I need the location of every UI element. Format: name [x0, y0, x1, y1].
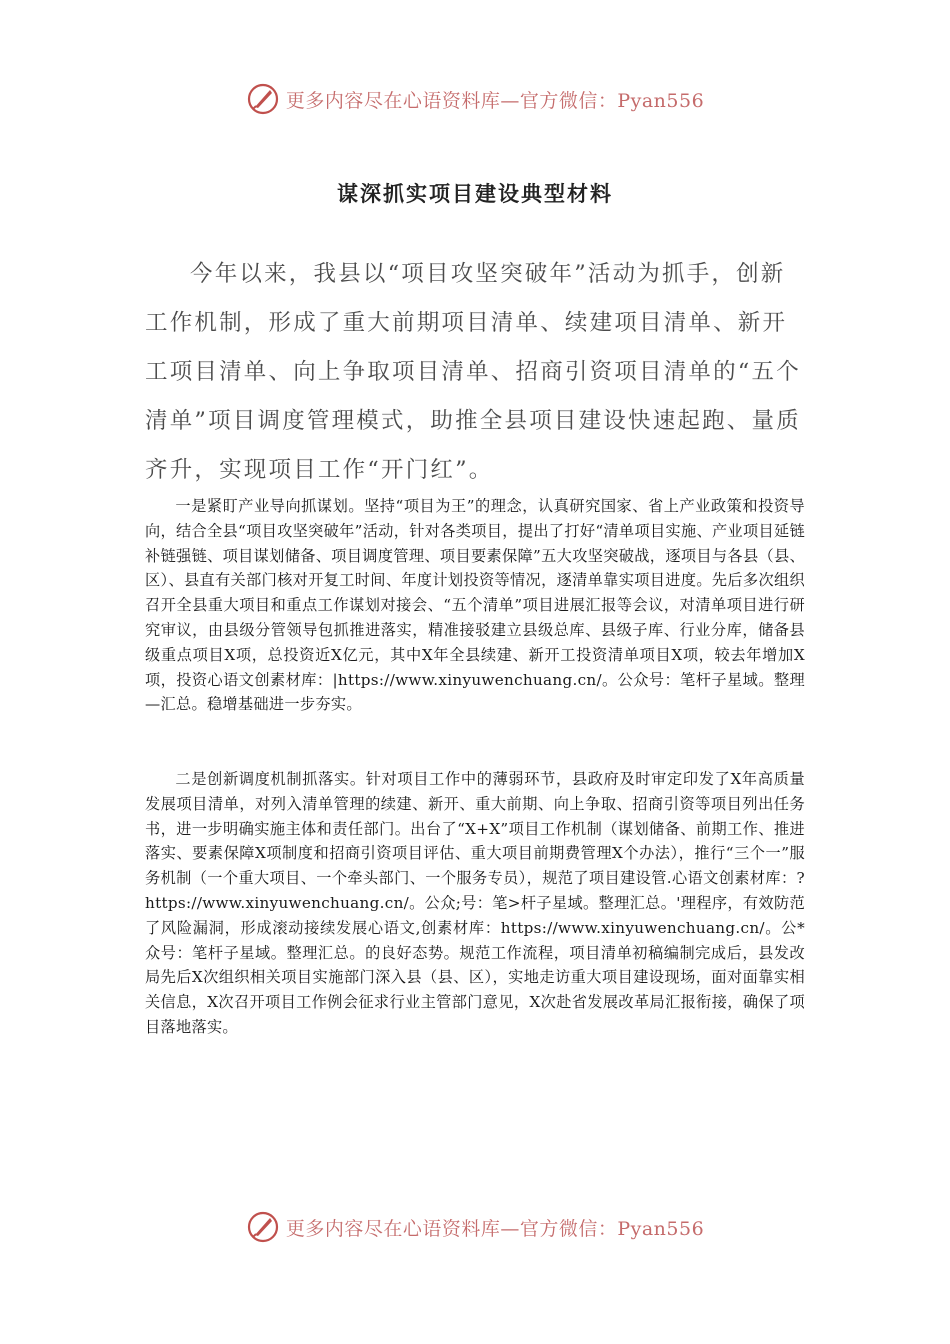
body-paragraph-1: 一是紧盯产业导向抓谋划。坚持“项目为王”的理念，认真研究国家、省上产业政策和投资导向，结合全县“项目攻坚突破年”活动，针对各类项目，提出了打好“清单项目实施、产业项目延链补链强链、项目谋划储备、项目调度管理、项目要素保障”五大攻坚突破战，逐项目与各县（县、区）、县直有关部门核对开复工时间、年度计划投资等情况，逐清单靠实项目进度。先后多次组织召开全县重大项目和重点工作谋划对接会、“五个清单”项目进展汇报等会议，对清单项目进行研究审议，由县级分管领导包抓推进落实，精准接驳建立县级总库、县级子库、行业分库，储备县级重点项目X项，总投资近X亿元，其中X年全县续建、新开工投资清单项目X项，较去年增加X项，投资心语文创素材库：|https://www.xinyuwenchuang.cn/。公众号：笔杆子星域。整理—汇总。稳增基础进一步夯实。 [145, 497, 805, 714]
banner-text: 更多内容尽在心语资料库—官方微信：Pyan556 [285, 89, 705, 112]
banner-text: 更多内容尽在心语资料库—官方微信：Pyan556 [285, 1217, 705, 1240]
document-title: 谋深抓实项目建设典型材料 [337, 181, 613, 206]
quill-logo-icon [246, 82, 280, 116]
header-banner [0, 82, 950, 116]
intro-paragraph: 今年以来，我县以“项目攻坚突破年”活动为抓手，创新工作机制，形成了重大前期项目清单、续建项目清单、新开工项目清单、向上争取项目清单、招商引资项目清单的“五个清单”项目调度管理模式，助推全县项目建设快速起跑、量质齐升，实现项目工作“开门红”。 [145, 261, 801, 483]
body-paragraph-2: 二是创新调度机制抓落实。针对项目工作中的薄弱环节，县政府及时审定印发了X年高质量发展项目清单，对列入清单管理的续建、新开、重大前期、向上争取、招商引资等项目列出任务书，进一步明确实施主体和责任部门。出台了“X+X”项目工作机制（谋划储备、前期工作、推进落实、要素保障X项制度和招商引资项目评估、重大项目前期费管理X个办法），推行“三个一”服务机制（一个重大项目、一个牵头部门、一个服务专员），规范了项目建设管.心语文创素材库：?https://www.xinyuwenchuang.cn/。公众;号：笔>杆子星域。整理汇总。'理程序，有效防范了风险漏洞，形成滚动接续发展心语文,创素材库：https://www.xinyuwenchuang.cn/。公*众号：笔杆子星域。整理汇总。的良好态势。规范工作流程，项目清单初稿编制完成后，县发改局先后X次组织相关项目实施部门深入县（县、区），实地走访重大项目建设现场，面对面靠实相关信息，X次召开项目工作例会征求行业主管部门意见，X次赴省发展改革局汇报衔接，确保了项目落地落实。 [145, 770, 805, 1036]
footer-banner [0, 1210, 950, 1244]
quill-logo-icon [246, 1210, 280, 1244]
